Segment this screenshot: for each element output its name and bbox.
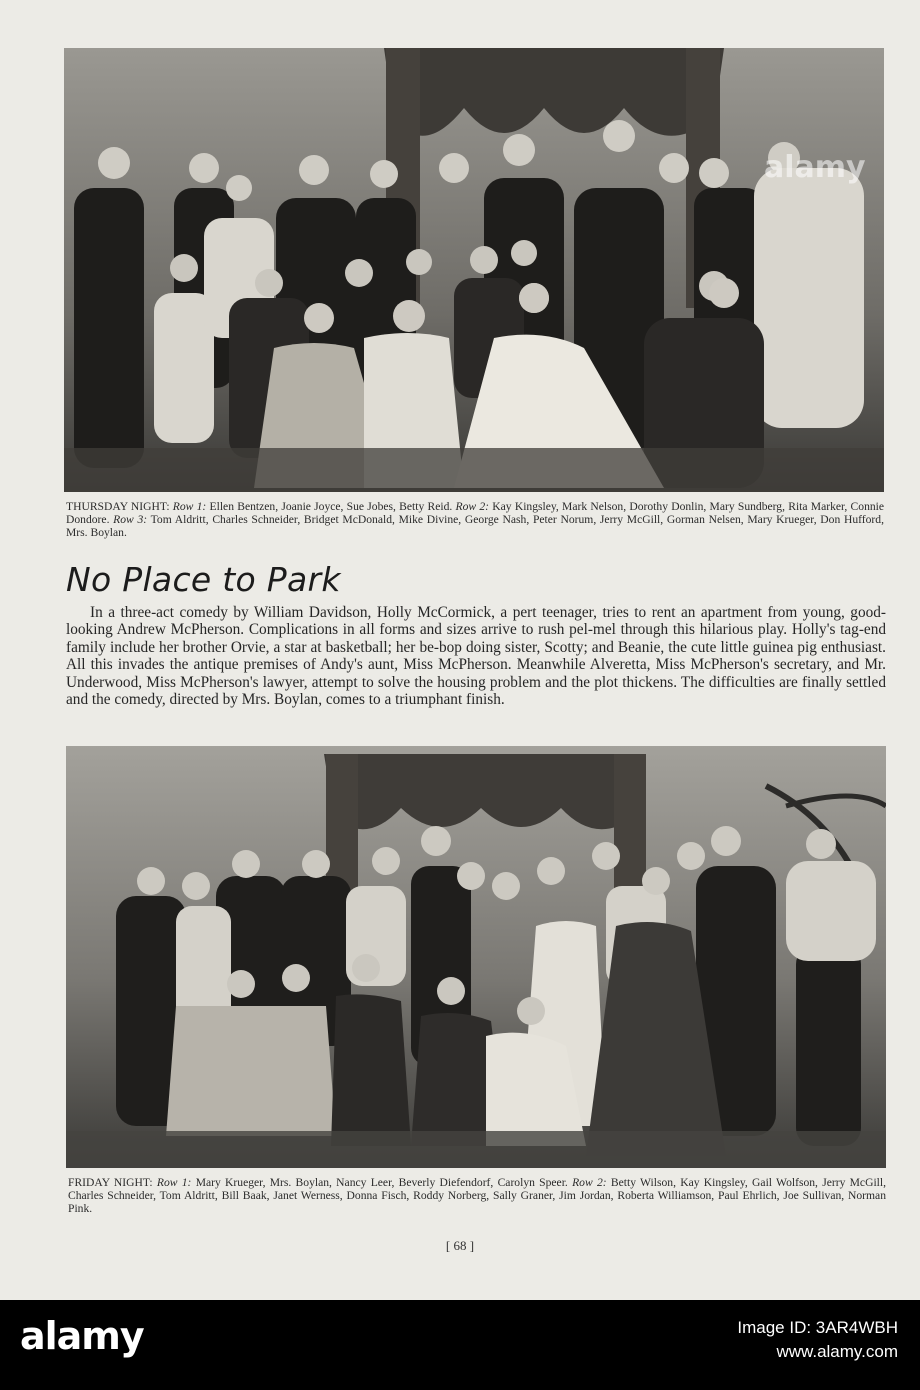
row1-label: Row 1: <box>172 500 207 513</box>
thursday-night-cast-photo <box>64 48 884 492</box>
site-url: www.alamy.com <box>776 1342 898 1361</box>
image-info <box>737 1316 898 1364</box>
caption-label: FRIDAY NIGHT: <box>68 1176 153 1189</box>
page-number: [ 68 ] <box>445 1238 475 1253</box>
row3-label: Row 3: <box>113 513 148 526</box>
caption-label: THURSDAY NIGHT: <box>66 500 170 513</box>
row1-names: Ellen Bentzen, Joanie Joyce, Sue Jobes, Betty Reid. <box>209 500 453 513</box>
image-id: Image ID: 3AR4WBH <box>737 1318 898 1337</box>
friday-night-cast-photo <box>66 746 886 1168</box>
row3-names: Tom Aldritt, Charles Schneider, Bridget McDonald, Mike Divine, George Nash, Peter Norum, Jerry McGill, Gorman Nelsen, Mary Krueger, Don Hufford, Mrs. Boylan. <box>66 513 884 539</box>
row1-label: Row 1: <box>156 1176 192 1189</box>
article-title: No Place to Park <box>66 560 341 599</box>
row1-names: Mary Krueger, Mrs. Boylan, Nancy Leer, Beverly Diefendorf, Carolyn Speer. <box>195 1176 568 1189</box>
stock-footer-bar <box>0 1300 920 1390</box>
article-body: In a three-act comedy by William Davidson, Holly McCormick, a pert teenager, tries to rent an apartment from young, good-looking Andrew McPherson. Complications in all forms and sizes arrive to rush pel-mel through this hilarious play. Holly's tag-end family include her brother Orvie, a star at basketball; her be-bop doing sister, Scotty; and Beanie, the cute little guinea pig enthusiast. All this invades the antique premises of Andy's aunt, Miss McPherson. Meanwhile Alveretta, Miss McPherson's secretary, and Mr. Underwood, Miss McPherson's lawyer, attempt to solve the housing problem and the plot thickens. The difficulties are finally settled and the comedy, directed by Mrs. Boylan, comes to a triumphant finish. <box>66 604 886 709</box>
row2-names: Betty Wilson, Kay Kingsley, Gail Wolfson, Jerry McGill, Charles Schneider, Tom Aldritt, Bill Baak, Janet Werness, Donna Fisch, Roddy Norberg, Sally Graner, Jim Jordan, Roberta Williamson, Paul Ehrlich, Joe Sullivan, Norman Pink. <box>68 1176 887 1215</box>
row2-label: Row 2: <box>455 500 490 513</box>
row2-label: Row 2: <box>572 1176 607 1189</box>
alamy-watermark: alamy <box>764 150 866 185</box>
friday-night-caption <box>68 1176 886 1215</box>
alamy-logo: alamy <box>20 1314 144 1358</box>
row2-names: Kay Kingsley, Mark Nelson, Dorothy Donlin, Mary Sundberg, Rita Marker, Connie Dondore. <box>66 500 885 526</box>
thursday-night-caption <box>66 500 884 539</box>
